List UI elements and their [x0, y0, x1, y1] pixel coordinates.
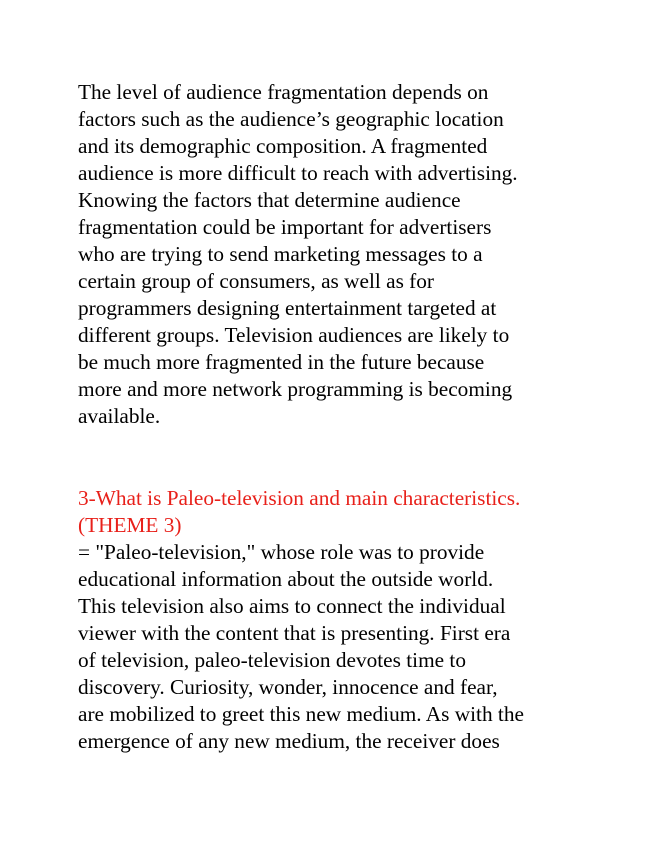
paragraph-line: be much more fragmented in the future because: [78, 350, 485, 374]
paragraph-line: Knowing the factors that determine audience: [78, 188, 461, 212]
heading-line: (THEME 3): [78, 513, 182, 537]
heading-line: 3-What is Paleo-television and main characteristics.: [78, 486, 521, 510]
paragraph-line: The level of audience fragmentation depends on: [78, 80, 489, 104]
paragraph-line: more and more network programming is becoming: [78, 377, 513, 401]
paragraph-line: audience is more difficult to reach with advertising.: [78, 161, 518, 185]
paragraph-line: discovery. Curiosity, wonder, innocence and fear,: [78, 675, 498, 699]
paragraph-line: available.: [78, 404, 161, 428]
paragraph-line: certain group of consumers, as well as for: [78, 269, 435, 293]
paragraph-line: factors such as the audience’s geographic location: [78, 107, 504, 131]
paragraph-line: who are trying to send marketing messages to a: [78, 242, 483, 266]
paragraph-line: fragmentation could be important for advertisers: [78, 215, 492, 239]
paragraph-line: programmers designing entertainment targeted at: [78, 296, 497, 320]
paragraph-line: and its demographic composition. A fragmented: [78, 134, 488, 158]
paragraph-line: emergence of any new medium, the receiver does: [78, 729, 500, 753]
paragraph-line: are mobilized to greet this new medium. As with the: [78, 702, 524, 726]
paragraph-line: This television also aims to connect the individual: [78, 594, 506, 618]
paragraph-line: educational information about the outside world.: [78, 567, 494, 591]
paragraph-line: of television, paleo-television devotes time to: [78, 648, 466, 672]
paragraph-line: = "Paleo-television," whose role was to provide: [78, 540, 485, 564]
paragraph-line: viewer with the content that is presenting. First era: [78, 621, 511, 645]
paragraph-line: different groups. Television audiences are likely to: [78, 323, 510, 347]
